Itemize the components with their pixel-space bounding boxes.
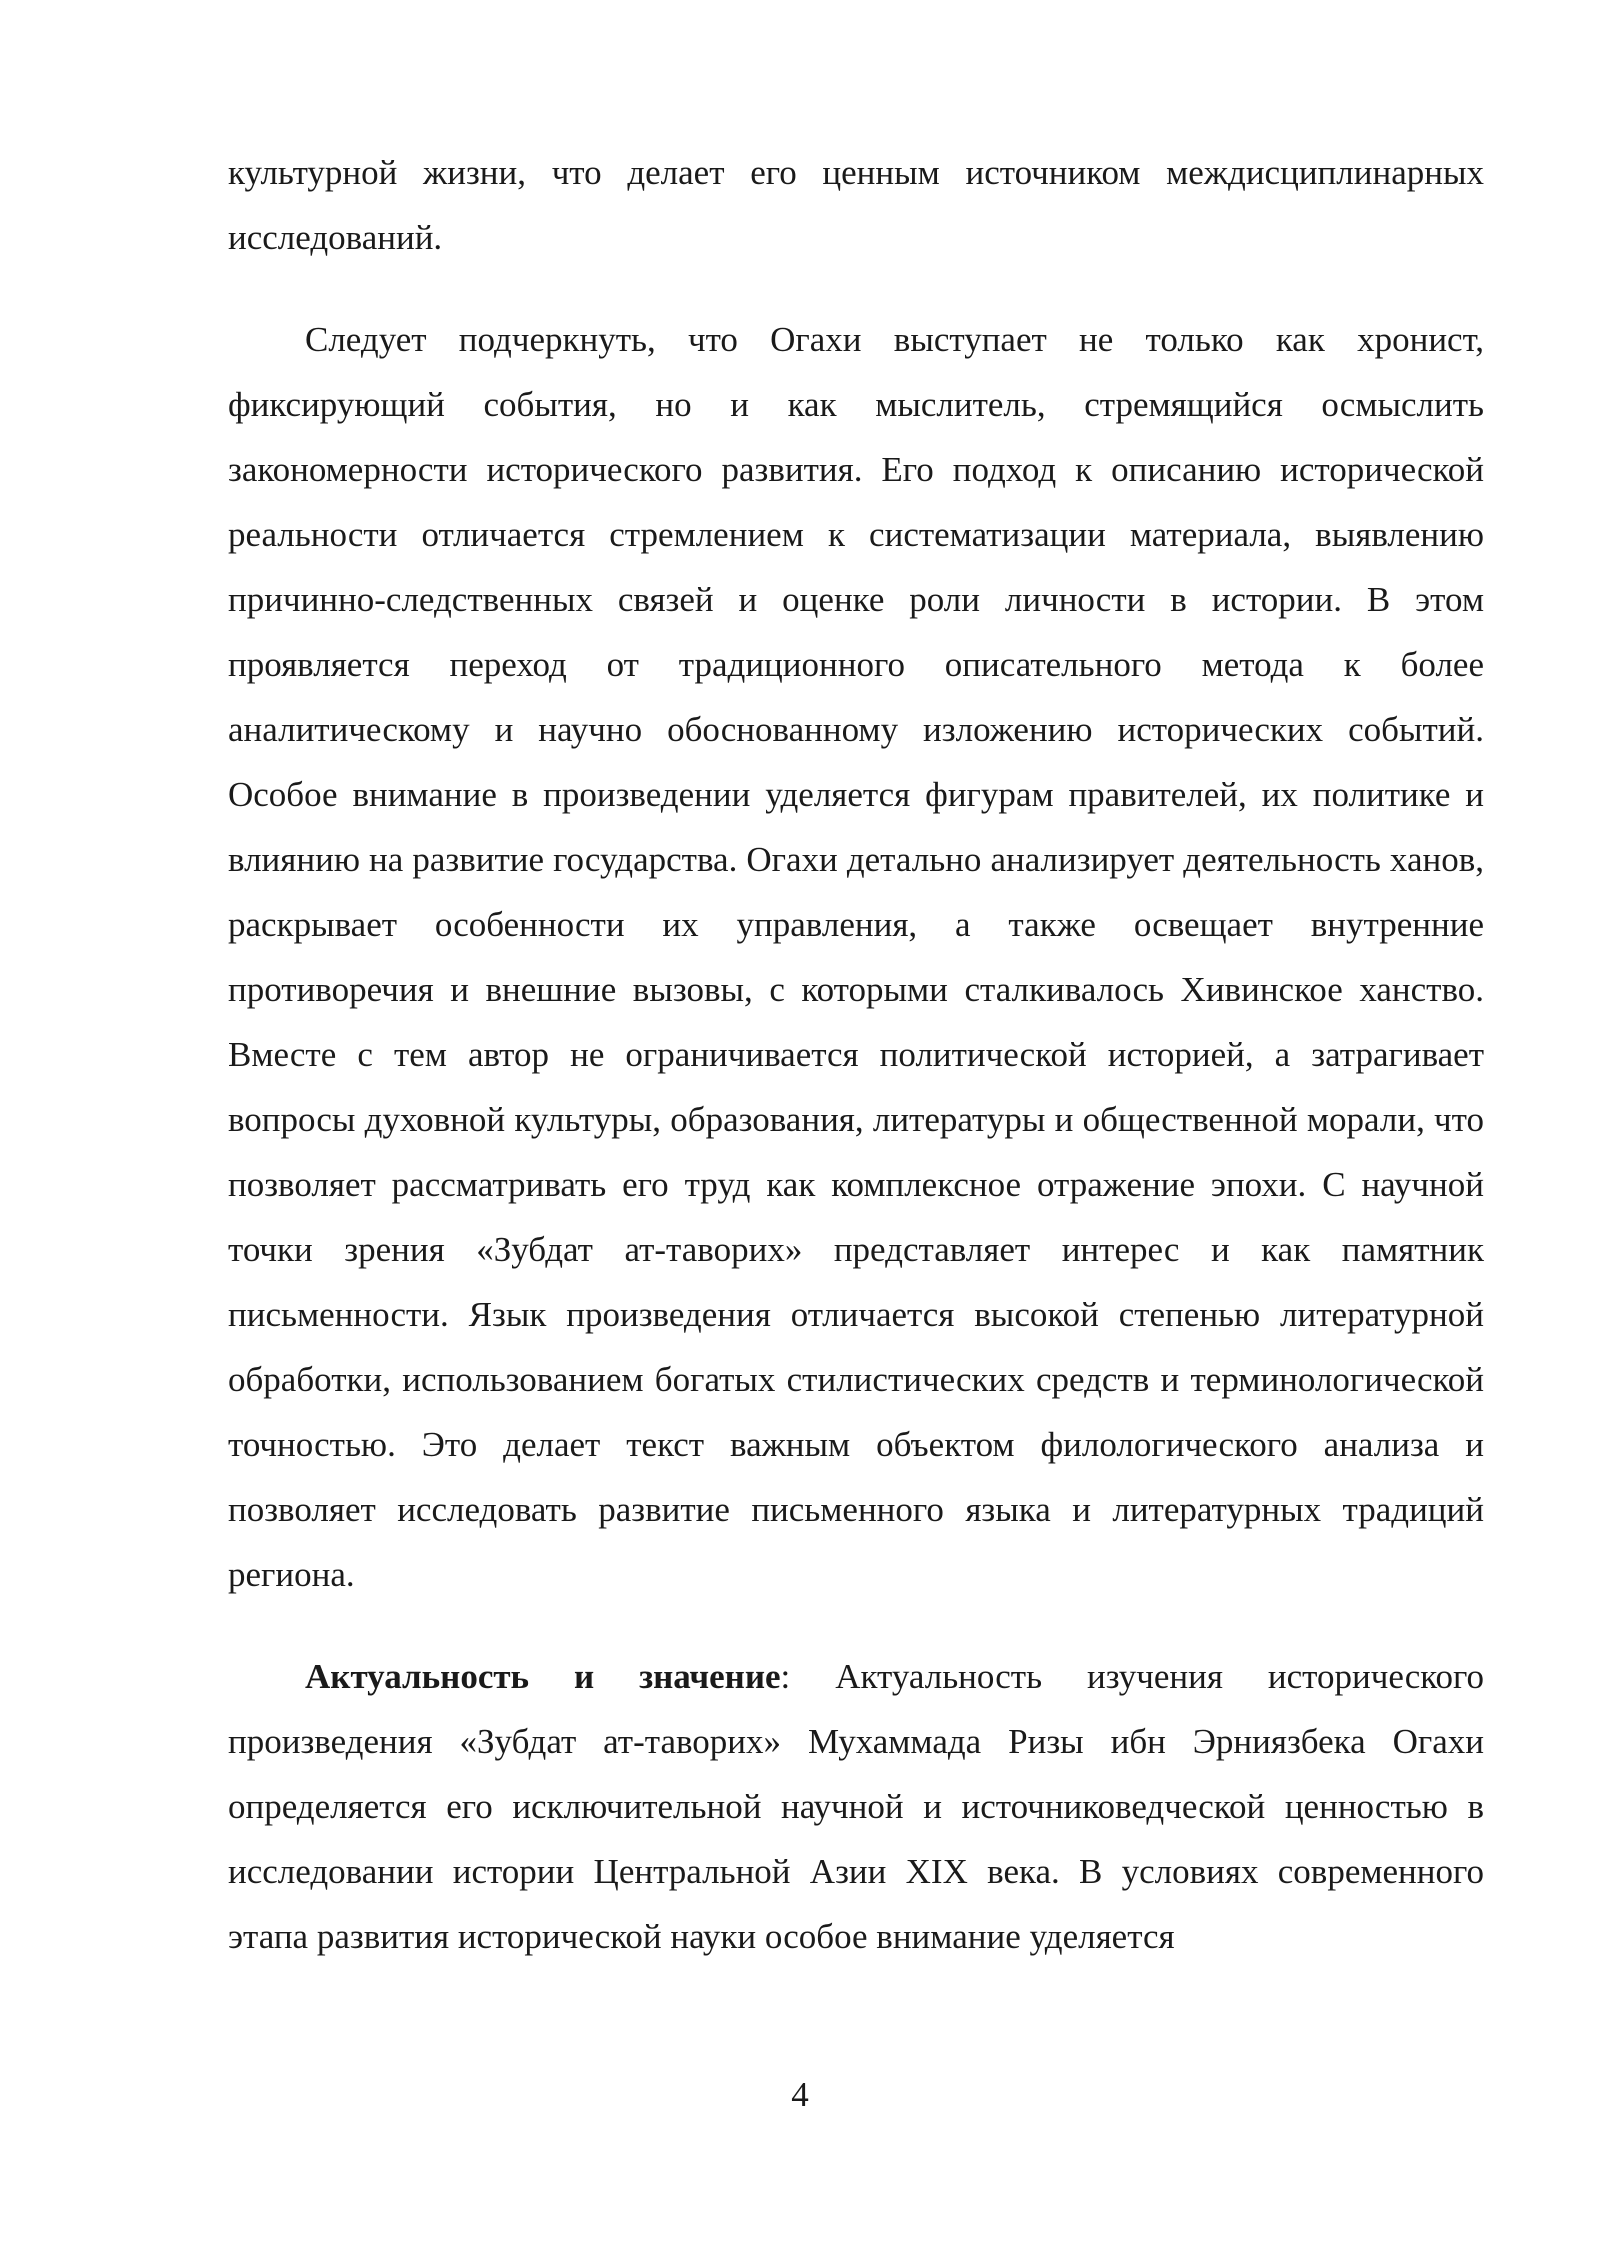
relevance-body: Актуальность изучения исторического произведения «Зубдат ат-таворих» Мухаммада Ризы ибн Эрниязбека Огахи определяется его исключительной научной и источниковедческой ценностью в исследовании истории Центральной Азии XIX века. В условиях современного этапа развития исторической науки особое внимание уделяется	[228, 1657, 1484, 1956]
paragraph-continuation: культурной жизни, что делает его ценным источником междисциплинарных исследований.	[228, 153, 1484, 257]
paragraph-relevance	[228, 1644, 1484, 1969]
relevance-colon: :	[780, 1657, 791, 1696]
relevance-heading: Актуальность и значение	[305, 1657, 781, 1696]
paragraph-ogahi-analysis: Следует подчеркнуть, что Огахи выступает не только как хронист, фиксирующий события, но и как мыслитель, стремящийся осмыслить закономерности исторического развития. Его подход к описанию исторической реальности отличается стремлением к систематизации материала, выявлению причинно-следственных связей и оценке роли личности в истории. В этом проявляется переход от традиционного описательного метода к более аналитическому и научно обоснованному изложению исторических событий. Особое внимание в произведении уделяется фигурам правителей, их политике и влиянию на развитие государства. Огахи детально анализирует деятельность ханов, раскрывает особенности их управления, а также освещает внутренние противоречия и внешние вызовы, с которыми сталкивалось Хивинское ханство. Вместе с тем автор не ограничивается политической историей, а затрагивает вопросы духовной культуры, образования, литературы и общественной морали, что позволяет рассматривать его труд как комплексное отражение эпохи. С научной точки зрения «Зубдат ат-таворих» представляет интерес и как памятник письменности. Язык произведения отличается высокой степенью литературной обработки, использованием богатых стилистических средств и терминологической точностью. Это делает текст важным объектом филологического анализа и позволяет исследовать развитие письменного языка и литературных традиций региона.	[228, 320, 1484, 1594]
page-number: 4	[791, 2075, 809, 2114]
document-page	[228, 140, 1484, 2060]
